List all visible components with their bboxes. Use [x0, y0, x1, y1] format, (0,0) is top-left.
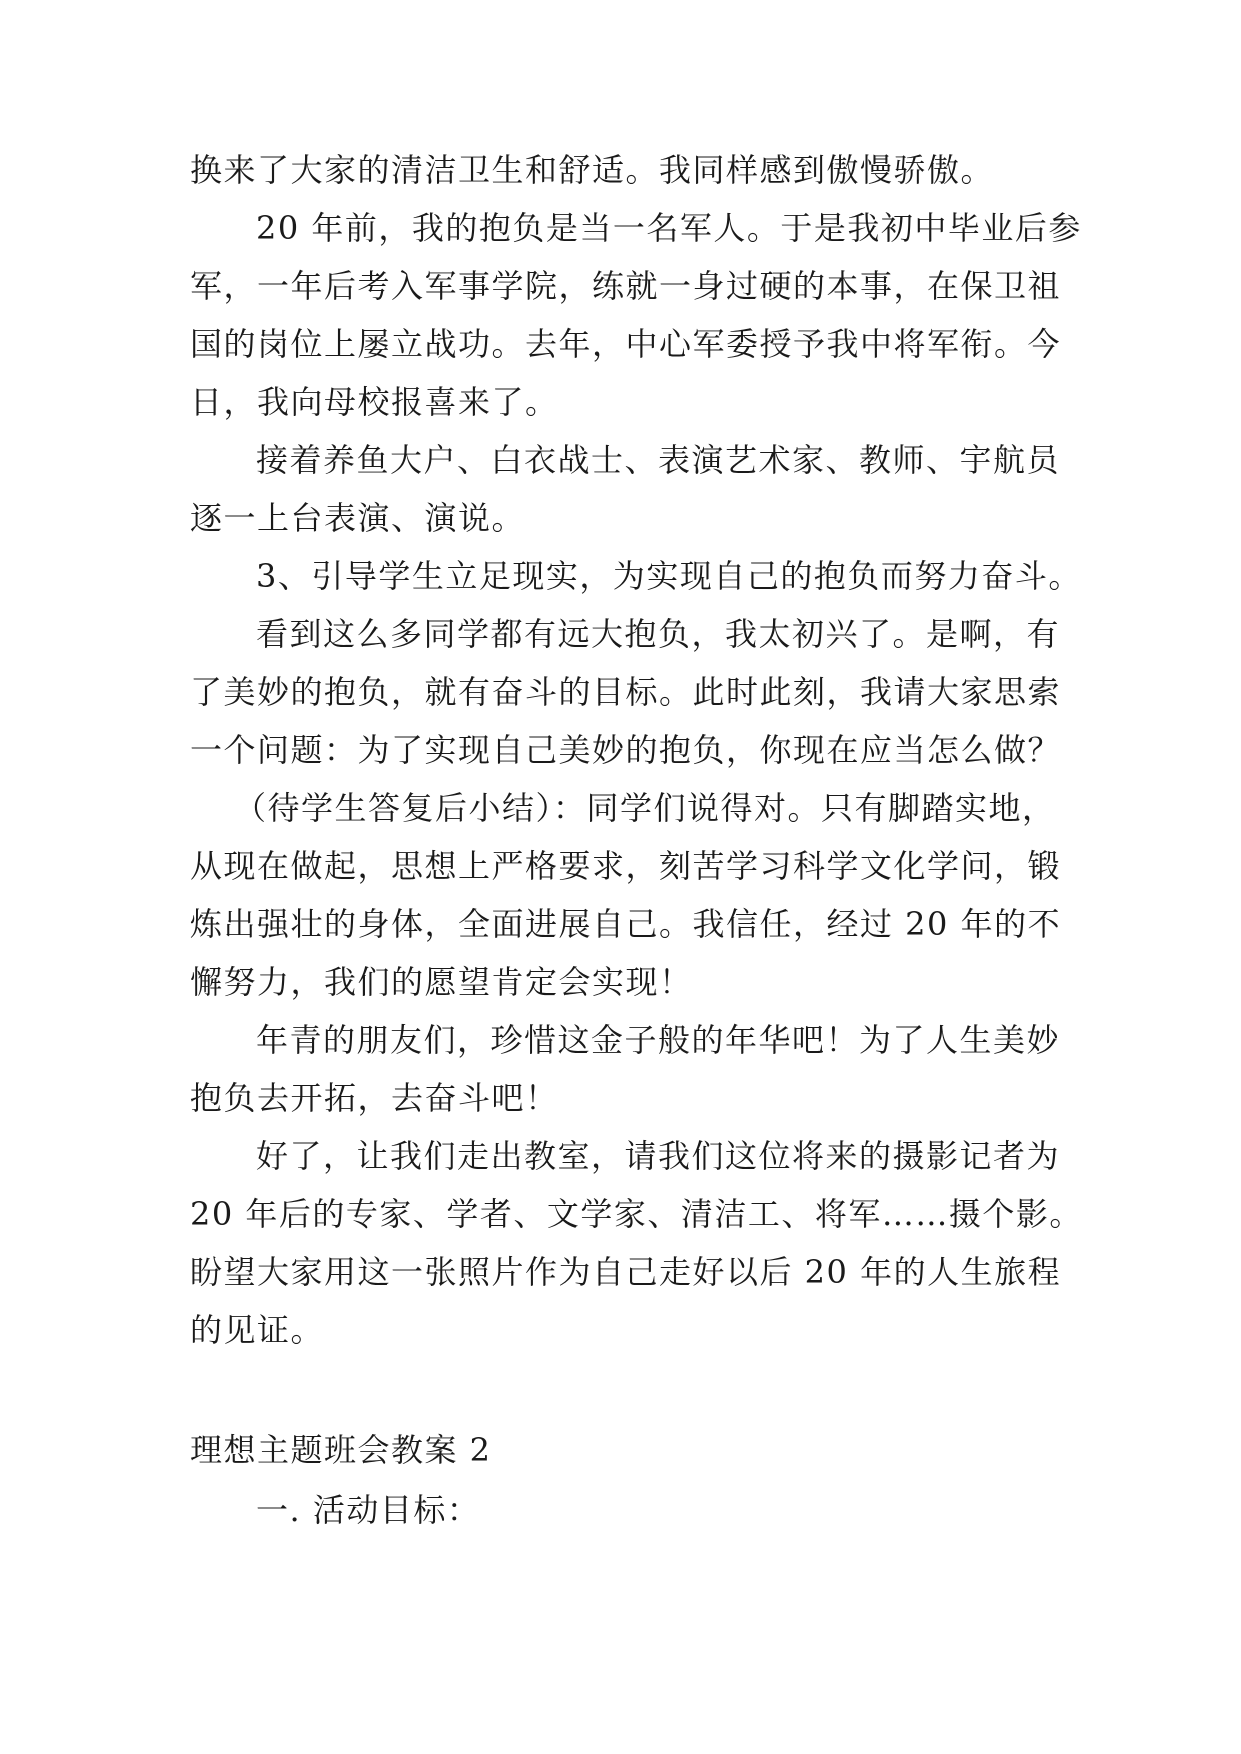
paragraph-start: 看到这么多同学都有远大抱负，我太初兴了。是啊，有 — [256, 615, 1061, 653]
text-line: 逐一上台表演、演说。 — [190, 499, 526, 537]
section-title: 理想主题班会教案 2 — [190, 1431, 492, 1469]
text-line: 懈努力，我们的愿望肯定会实现！ — [190, 963, 693, 1001]
paragraph-start: 年青的朋友们，珍惜这金子般的年华吧！为了人生美妙 — [256, 1021, 1061, 1059]
text-line: 从现在做起，思想上严格要求，刻苦学习科学文化学问，锻 — [190, 847, 1062, 885]
paragraph-start: （待学生答复后小结）：同学们说得对。只有脚踏实地， — [234, 789, 1056, 827]
text-line: 20 年后的专家、学者、文学家、清洁工、将军……摄个影。 — [190, 1195, 1083, 1233]
text-line: 炼出强壮的身体，全面进展自己。我信任，经过 20 年的不 — [190, 905, 1062, 943]
text-line: 换来了大家的清洁卫生和舒适。我同样感到傲慢骄傲。 — [190, 151, 995, 189]
paragraph-start: 好了，让我们走出教室，请我们这位将来的摄影记者为 — [256, 1137, 1061, 1175]
paragraph-start: 3、引导学生立足现实，为实现自己的抱负而努力奋斗。 — [256, 557, 1082, 595]
paragraph-start: 接着养鱼大户、白衣战士、表演艺术家、教师、宇航员 — [256, 441, 1061, 479]
subsection-heading: 一. 活动目标： — [256, 1491, 481, 1529]
text-line: 的见证。 — [190, 1311, 325, 1349]
text-line: 军，一年后考入军事学院，练就一身过硬的本事，在保卫祖 — [190, 267, 1062, 305]
text-line: 国的岗位上屡立战功。去年，中心军委授予我中将军衔。今 — [190, 325, 1062, 363]
paragraph-start: 20 年前，我的抱负是当一名军人。于是我初中毕业后参 — [256, 209, 1082, 247]
text-line: 抱负去开拓，去奋斗吧！ — [190, 1079, 559, 1117]
text-line: 日，我向母校报喜来了。 — [190, 383, 559, 421]
text-line: 了美妙的抱负，就有奋斗的目标。此时此刻，我请大家思索 — [190, 673, 1062, 711]
text-line: 一个问题：为了实现自己美妙的抱负，你现在应当怎么做？ — [190, 731, 1062, 769]
text-line: 盼望大家用这一张照片作为自己走好以后 20 年的人生旅程 — [190, 1253, 1062, 1291]
